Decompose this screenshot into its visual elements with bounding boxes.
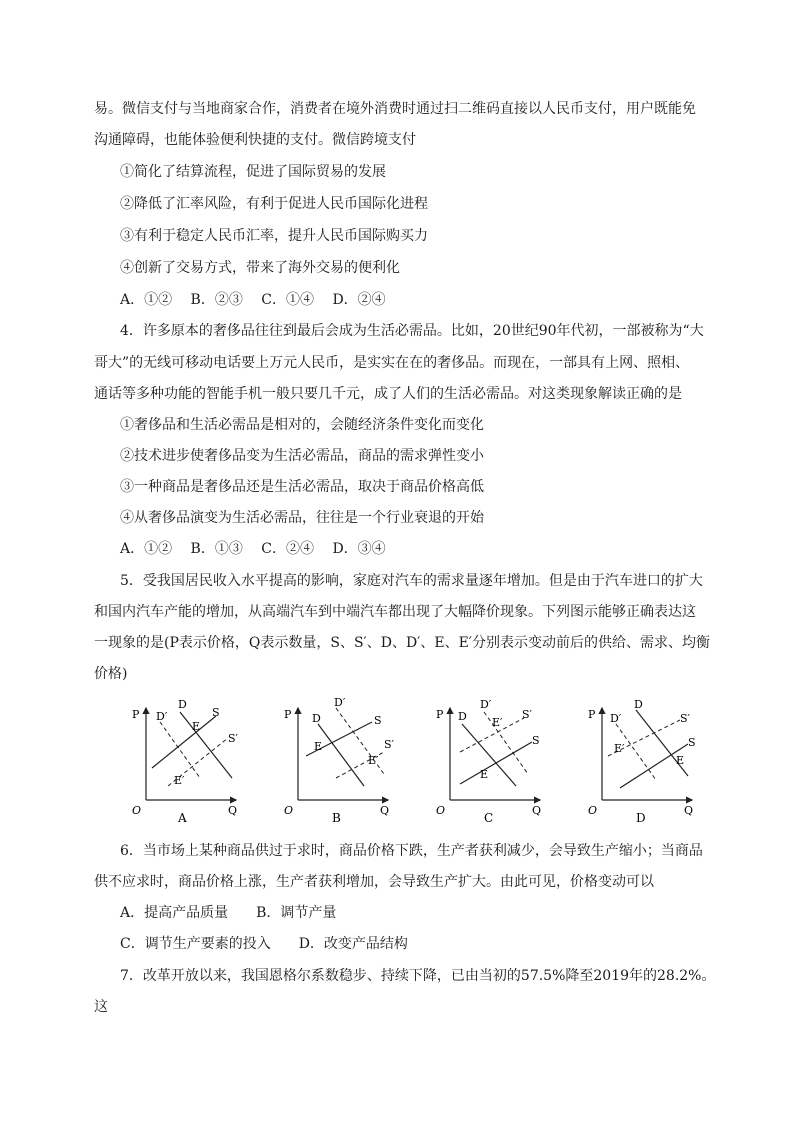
answer-choices: A．①② B．②③ C．①④ D．②④ — [120, 292, 386, 308]
supply-demand-figure — [128, 694, 700, 826]
axis-label-p: P — [132, 708, 140, 721]
label-d: D — [178, 698, 187, 711]
origin-label: O — [588, 804, 598, 817]
origin-label: O — [132, 804, 142, 817]
option-line: ①奢侈品和生活必需品是相对的，会随经济条件变化而变化 — [120, 417, 484, 433]
label-s-prime: S′ — [680, 712, 691, 725]
option-line: ③一种商品是奢侈品还是生活必需品，取决于商品价格高低 — [120, 479, 484, 495]
supply-curve-s — [460, 742, 532, 784]
label-d-prime: D′ — [156, 710, 168, 723]
demand-curve-d-prime — [484, 712, 528, 774]
answer-choices: A．①② B．①③ C．②④ D．③④ — [120, 541, 386, 557]
axis-label-q: Q — [532, 804, 542, 817]
graph-a — [132, 698, 239, 825]
axis-label-p: P — [588, 708, 596, 721]
option-line: ④从奢侈品演变为生活必需品，往往是一个行业衰退的开始 — [120, 510, 484, 526]
text-line: 和国内汽车产能的增加，从高端汽车到中端汽车都出现了大幅降价现象。下列图示能够正确表达这 — [94, 604, 696, 620]
axis-label-q: Q — [380, 804, 390, 817]
label-e-prime: E′ — [614, 742, 625, 755]
text-line: 一现象的是(P表示价格，Q表示数量，S、S′、D、D′、E、E′分别表示变动前后的供给、需求、均衡 — [94, 635, 710, 651]
question-4: 4．许多原本的奢侈品往往到最后会成为生活必需品。比如，20世纪90年代初，一部被称为“大 — [120, 323, 704, 339]
axis-label-q: Q — [684, 804, 694, 817]
origin-label: O — [284, 804, 294, 817]
answer-choices: C．调节生产要素的投入 D．改变产品结构 — [120, 936, 408, 952]
label-e: E — [314, 740, 323, 753]
demand-curve-d — [462, 724, 516, 786]
text-line: 通话等多种功能的智能手机一般只要几千元，成了人们的生活必需品。对这类现象解读正确的是 — [94, 386, 682, 402]
label-d-prime: D′ — [480, 698, 492, 711]
label-d-prime: D′ — [334, 696, 346, 709]
text-line: 供不应求时，商品价格上涨，生产者获利增加，会导致生产扩大。由此可见，价格变动可以 — [94, 874, 654, 890]
origin-label: O — [436, 804, 446, 817]
label-d: D — [458, 710, 467, 723]
axis-label-q: Q — [228, 804, 238, 817]
label-s: S — [374, 714, 382, 727]
text-line: 这 — [94, 999, 108, 1015]
graph-caption: C — [484, 811, 494, 825]
option-line: ③有利于稳定人民币汇率，提升人民币国际购买力 — [120, 228, 428, 244]
label-e: E — [480, 768, 489, 781]
text-line: 哥大”的无线可移动电话要上万元人民币，是实实在在的奢侈品。而现在，一部具有上网、照相、 — [94, 355, 690, 371]
label-s-prime: S′ — [384, 738, 395, 751]
label-s-prime: S′ — [228, 732, 239, 745]
option-line: ④创新了交易方式，带来了海外交易的便利化 — [120, 260, 400, 276]
label-s: S — [688, 736, 696, 749]
demand-curve-d — [180, 712, 232, 778]
graph-b — [284, 696, 395, 825]
answer-choices: A．提高产品质量 B．调节产量 — [120, 905, 337, 921]
graph-caption: D — [636, 811, 646, 825]
question-6: 6．当市场上某种商品供过于求时，商品价格下跌，生产者获利减少，会导致生产缩小；当商品 — [120, 843, 703, 859]
label-e-prime: E′ — [492, 716, 503, 729]
text-line: 沟通障碍，也能体验便利快捷的支付。微信跨境支付 — [94, 132, 416, 148]
label-s-prime: S′ — [522, 708, 533, 721]
demand-curve-d — [318, 724, 364, 786]
text-line: 价格) — [94, 666, 128, 682]
graph-c — [436, 698, 541, 825]
option-line: ②技术进步使奢侈品变为生活必需品，商品的需求弹性变小 — [120, 448, 484, 464]
text-line: 易。微信支付与当地商家合作，消费者在境外消费时通过扫二维码直接以人民币支付，用户既能免 — [94, 101, 696, 117]
label-s: S — [532, 734, 540, 747]
label-d: D — [312, 712, 321, 725]
option-line: ②降低了汇率风险，有利于促进人民币国际化进程 — [120, 196, 428, 212]
option-line: ①简化了结算流程，促进了国际贸易的发展 — [120, 164, 386, 180]
axis-label-p: P — [436, 708, 444, 721]
label-e: E — [676, 754, 685, 767]
graph-d — [588, 698, 696, 825]
question-5: 5．受我国居民收入水平提高的影响，家庭对汽车的需求量逐年增加。但是由于汽车进口的扩大 — [120, 573, 703, 589]
axis-label-p: P — [284, 708, 292, 721]
graph-caption: B — [332, 811, 341, 825]
question-7: 7．改革开放以来，我国恩格尔系数稳步、持续下降，已由当初的57.5%降至2019年的28.2%。 — [120, 968, 716, 984]
label-e-prime: E′ — [174, 774, 185, 787]
label-e-prime: E′ — [368, 754, 379, 767]
label-s: S — [212, 706, 220, 719]
label-d-prime: D′ — [610, 712, 622, 725]
graph-caption: A — [178, 811, 187, 825]
label-e: E — [192, 720, 201, 733]
label-d: D — [634, 698, 643, 711]
